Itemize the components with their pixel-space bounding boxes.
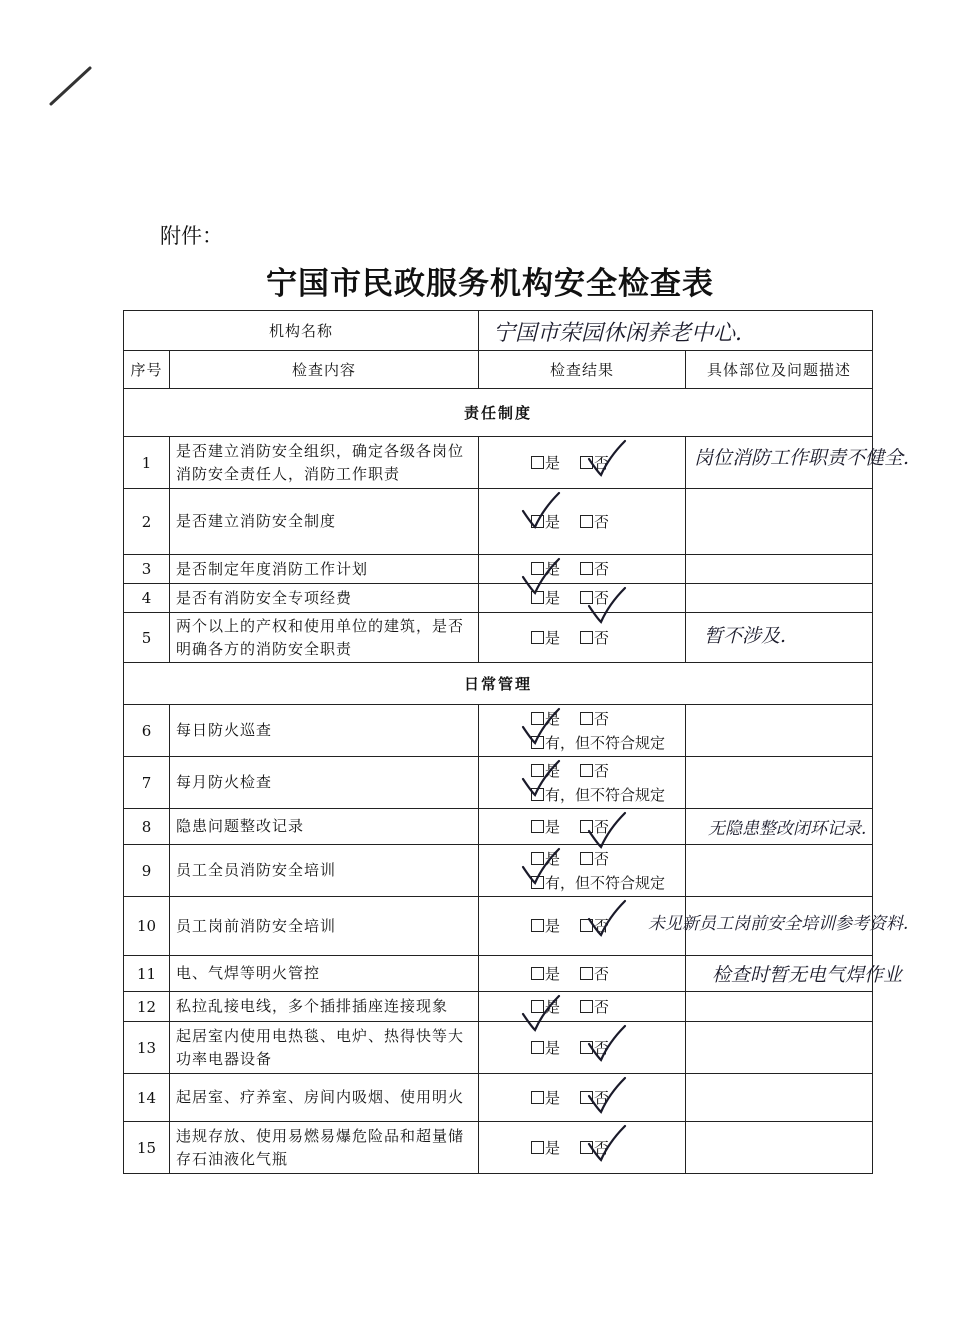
option-yes[interactable] <box>531 815 560 839</box>
item-content: 是否制定年度消防工作计划 <box>170 555 479 584</box>
checkbox[interactable] <box>580 1000 593 1013</box>
result-options <box>531 962 685 986</box>
item-result <box>479 437 686 489</box>
option-no-label: 否 <box>594 589 610 607</box>
option-no-label: 否 <box>594 849 610 868</box>
option-no[interactable] <box>580 510 609 534</box>
item-result <box>479 1074 686 1122</box>
item-number: 12 <box>124 992 170 1022</box>
option-no[interactable] <box>580 451 609 475</box>
checkbox[interactable] <box>531 919 544 932</box>
checkbox[interactable] <box>580 562 593 575</box>
item-result <box>479 809 686 845</box>
checkbox[interactable] <box>531 967 544 980</box>
item-row <box>124 1074 873 1122</box>
item-number: 1 <box>124 437 170 489</box>
option-yes[interactable] <box>531 1086 560 1110</box>
handwritten-note: 未见新员工岗前安全培训参考资料. <box>648 914 909 934</box>
item-content: 是否建立消防安全组织，确定各级各岗位消防安全责任人，消防工作职责 <box>170 437 479 489</box>
option-yes[interactable] <box>531 847 560 871</box>
item-description <box>686 489 873 555</box>
result-options <box>531 626 685 650</box>
item-result <box>479 705 686 757</box>
result-options <box>531 1086 685 1110</box>
option-yes-label: 是 <box>545 709 561 728</box>
item-result <box>479 613 686 663</box>
header-no: 序号 <box>124 351 170 389</box>
result-options <box>531 1036 685 1060</box>
item-row <box>124 437 873 489</box>
item-row <box>124 584 873 613</box>
checkbox[interactable] <box>531 820 544 833</box>
item-result <box>479 956 686 992</box>
option-no-label: 否 <box>594 1088 610 1107</box>
result-options <box>531 815 685 839</box>
section-title: 责任制度 <box>124 389 873 437</box>
item-content: 每日防火巡查 <box>170 705 479 757</box>
item-row <box>124 845 873 897</box>
item-row <box>124 956 873 992</box>
option-no[interactable] <box>580 1086 609 1110</box>
item-description <box>686 992 873 1022</box>
option-no[interactable] <box>580 815 609 839</box>
item-result <box>479 1022 686 1074</box>
checkbox[interactable] <box>531 1000 544 1013</box>
checkbox[interactable] <box>580 631 593 644</box>
checkbox[interactable] <box>580 456 593 469</box>
item-description <box>648 897 909 956</box>
item-result <box>479 555 686 584</box>
option-no-label: 否 <box>594 709 610 728</box>
item-number: 8 <box>124 809 170 845</box>
result-options <box>531 995 685 1019</box>
checkbox[interactable] <box>580 712 593 725</box>
option-yes[interactable] <box>531 1036 560 1060</box>
option-no-label: 否 <box>594 761 610 780</box>
result-options <box>531 707 685 731</box>
checkbox[interactable] <box>580 967 593 980</box>
option-yes[interactable] <box>531 1136 560 1160</box>
item-content: 违规存放、使用易燃易爆危险品和超量储存石油液化气瓶 <box>170 1122 479 1174</box>
item-number: 4 <box>124 584 170 613</box>
org-name-handwritten: 宁国市荣园休闲养老中心. <box>493 321 743 346</box>
item-content: 员工全员消防安全培训 <box>170 845 479 897</box>
option-yes-label: 是 <box>545 997 561 1016</box>
header-result: 检查结果 <box>479 351 686 389</box>
item-description <box>686 845 873 897</box>
result-options <box>531 759 685 783</box>
checkbox[interactable] <box>580 820 593 833</box>
option-partial[interactable] <box>531 871 665 895</box>
option-partial-label: 有，但不符合规定 <box>545 873 666 892</box>
option-yes-label: 是 <box>545 628 561 647</box>
item-content: 起居室内使用电热毯、电炉、热得快等大功率电器设备 <box>170 1022 479 1074</box>
item-result <box>479 897 686 956</box>
item-description <box>686 705 873 757</box>
checkbox[interactable] <box>531 631 544 644</box>
option-yes-label: 是 <box>545 1038 561 1057</box>
item-number: 7 <box>124 757 170 809</box>
result-options <box>531 451 685 475</box>
item-description <box>686 584 873 613</box>
item-description <box>686 437 910 489</box>
item-description <box>686 1022 873 1074</box>
item-number: 14 <box>124 1074 170 1122</box>
result-options <box>531 1136 685 1160</box>
checkbox[interactable] <box>531 876 544 889</box>
option-yes[interactable] <box>531 759 560 783</box>
item-content: 电、气焊等明火管控 <box>170 956 479 992</box>
item-row <box>124 1122 873 1174</box>
item-content: 两个以上的产权和使用单位的建筑，是否明确各方的消防安全职责 <box>170 613 479 663</box>
item-content: 私拉乱接电线，多个插排插座连接现象 <box>170 992 479 1022</box>
item-content: 是否有消防安全专项经费 <box>170 584 479 613</box>
option-no[interactable] <box>580 995 609 1019</box>
option-yes-label: 是 <box>545 560 561 578</box>
item-row <box>124 757 873 809</box>
item-content: 员工岗前消防安全培训 <box>170 897 479 956</box>
option-yes[interactable] <box>531 995 560 1019</box>
option-no-label: 否 <box>594 964 610 983</box>
option-yes-label: 是 <box>545 1088 561 1107</box>
option-yes[interactable] <box>531 707 560 731</box>
result-options-partial <box>531 871 685 895</box>
option-partial[interactable] <box>531 783 665 807</box>
option-yes-label: 是 <box>545 964 561 983</box>
option-no-label: 否 <box>594 512 610 531</box>
item-description <box>686 555 873 584</box>
option-yes[interactable] <box>531 626 560 650</box>
option-no-label: 否 <box>594 997 610 1016</box>
item-number: 10 <box>124 897 170 956</box>
option-yes[interactable] <box>531 510 560 534</box>
item-description <box>686 809 873 845</box>
item-row <box>124 809 873 845</box>
item-row <box>124 705 873 757</box>
option-no-label: 否 <box>594 917 610 935</box>
option-yes[interactable] <box>531 586 560 610</box>
checkbox[interactable] <box>531 788 544 801</box>
handwritten-note: 检查时暂无电气焊作业 <box>712 964 903 986</box>
option-no[interactable] <box>580 1136 609 1160</box>
option-yes-label: 是 <box>545 512 561 531</box>
option-yes-label: 是 <box>545 917 561 935</box>
option-yes-label: 是 <box>545 849 561 868</box>
checkbox[interactable] <box>580 1141 593 1154</box>
option-partial[interactable] <box>531 731 665 755</box>
option-no[interactable] <box>580 586 609 610</box>
pen-stroke-mark <box>48 64 100 108</box>
item-description <box>686 956 903 992</box>
checkbox[interactable] <box>531 712 544 725</box>
safety-check-table <box>123 310 910 1174</box>
option-no[interactable] <box>580 962 609 986</box>
result-options-partial <box>531 783 685 807</box>
result-options <box>531 847 685 871</box>
result-options <box>531 557 685 581</box>
option-partial-label: 有，但不符合规定 <box>545 733 666 752</box>
checkbox[interactable] <box>580 1041 593 1054</box>
checkbox[interactable] <box>531 515 544 528</box>
item-result <box>479 845 686 897</box>
org-label: 机构名称 <box>124 311 479 351</box>
option-no-label: 否 <box>594 1138 610 1157</box>
option-yes[interactable] <box>531 962 560 986</box>
checkbox[interactable] <box>580 919 593 932</box>
section-row <box>124 663 873 705</box>
item-result <box>479 1122 686 1174</box>
item-description <box>686 1074 873 1122</box>
item-content: 是否建立消防安全制度 <box>170 489 479 555</box>
option-no-label: 否 <box>594 1038 610 1057</box>
item-content: 隐患问题整改记录 <box>170 809 479 845</box>
item-number: 5 <box>124 613 170 663</box>
result-options <box>531 586 685 610</box>
item-row <box>124 489 873 555</box>
option-yes[interactable] <box>531 557 560 581</box>
option-no[interactable] <box>580 1036 609 1060</box>
checkbox[interactable] <box>531 1041 544 1054</box>
option-no[interactable] <box>580 759 609 783</box>
item-row <box>124 1022 873 1074</box>
checkbox[interactable] <box>531 764 544 777</box>
item-row <box>124 992 873 1022</box>
header-desc: 具体部位及问题描述 <box>686 351 873 389</box>
item-result <box>479 584 686 613</box>
checkbox[interactable] <box>531 852 544 865</box>
org-name-cell <box>479 311 873 351</box>
option-no[interactable] <box>580 626 609 650</box>
checkbox[interactable] <box>580 515 593 528</box>
option-no[interactable] <box>580 557 609 581</box>
item-number: 2 <box>124 489 170 555</box>
section-row <box>124 389 873 437</box>
item-number: 3 <box>124 555 170 584</box>
item-result <box>479 489 686 555</box>
checkbox[interactable] <box>580 852 593 865</box>
form-title: 宁国市民政服务机构安全检查表 <box>266 266 714 302</box>
option-yes[interactable] <box>531 914 560 938</box>
item-row <box>124 897 873 956</box>
item-number: 6 <box>124 705 170 757</box>
checkbox[interactable] <box>531 1141 544 1154</box>
checkbox[interactable] <box>580 764 593 777</box>
option-no[interactable] <box>580 707 609 731</box>
item-result <box>479 757 686 809</box>
option-yes-label: 是 <box>545 817 561 836</box>
item-result <box>479 992 686 1022</box>
handwritten-note: 暂不涉及. <box>704 625 787 647</box>
option-yes-label: 是 <box>545 1138 561 1157</box>
item-description <box>686 613 873 663</box>
option-no-label: 否 <box>594 817 610 836</box>
header-content: 检查内容 <box>170 351 479 389</box>
option-no-label: 否 <box>594 453 610 472</box>
handwritten-note: 无隐患整改闭环记录. <box>708 819 867 839</box>
item-description <box>686 757 873 809</box>
checkbox[interactable] <box>531 1091 544 1104</box>
result-options-partial <box>531 731 685 755</box>
item-number: 9 <box>124 845 170 897</box>
item-number: 15 <box>124 1122 170 1174</box>
org-row <box>124 311 873 351</box>
option-no-label: 否 <box>594 560 610 578</box>
handwritten-note: 岗位消防工作职责不健全. <box>694 447 910 469</box>
option-yes-label: 是 <box>545 761 561 780</box>
attachment-label: 附件： <box>160 224 223 248</box>
result-options <box>531 914 685 938</box>
section-title: 日常管理 <box>124 663 873 705</box>
item-row <box>124 613 873 663</box>
option-no[interactable] <box>580 914 609 938</box>
item-description <box>686 1122 873 1174</box>
item-row <box>124 555 873 584</box>
checkbox[interactable] <box>531 456 544 469</box>
item-number: 13 <box>124 1022 170 1074</box>
option-yes[interactable] <box>531 451 560 475</box>
option-no[interactable] <box>580 847 609 871</box>
option-yes-label: 是 <box>545 589 561 607</box>
result-options <box>531 510 685 534</box>
header-row <box>124 351 873 389</box>
option-partial-label: 有，但不符合规定 <box>545 785 666 804</box>
checkbox[interactable] <box>580 1091 593 1104</box>
item-number: 11 <box>124 956 170 992</box>
checkbox[interactable] <box>531 736 544 749</box>
item-content: 起居室、疗养室、房间内吸烟、使用明火 <box>170 1074 479 1122</box>
checkbox[interactable] <box>580 591 593 604</box>
option-yes-label: 是 <box>545 453 561 472</box>
option-no-label: 否 <box>594 628 610 647</box>
checkbox[interactable] <box>531 562 544 575</box>
item-content: 每月防火检查 <box>170 757 479 809</box>
checkbox[interactable] <box>531 591 544 604</box>
